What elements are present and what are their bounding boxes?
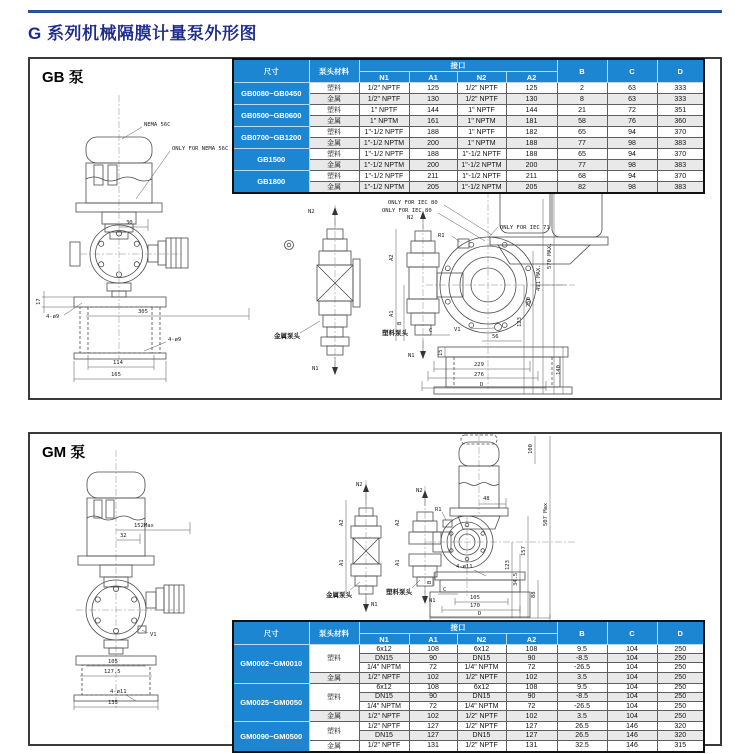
value-cell: 250 — [657, 645, 704, 654]
gm-mid-a1: A1 — [339, 559, 345, 566]
size-cell: GB0500~GB0600 — [233, 105, 309, 127]
gm-dim-d: D — [478, 611, 482, 617]
value-cell: 3.5 — [557, 711, 607, 722]
gb-dim-123: 123 — [517, 317, 523, 327]
col-header-n2: N2 — [457, 72, 506, 83]
value-cell: 63 — [607, 94, 657, 105]
value-cell: 383 — [657, 160, 704, 171]
col-header-material: 泵头材料 — [309, 621, 359, 645]
gm-dim-88: 88 — [531, 591, 537, 598]
value-cell: 65 — [557, 149, 607, 160]
value-cell: 188 — [506, 149, 557, 160]
value-cell: 1/2" NPTF — [457, 740, 506, 752]
gb-dim-d: D — [480, 382, 484, 388]
value-cell: 250 — [657, 663, 704, 672]
value-cell: 250 — [657, 672, 704, 683]
gm-dim-152: 152Max — [134, 523, 154, 529]
col-header-b: B — [557, 621, 607, 645]
value-cell: 94 — [607, 149, 657, 160]
gm-dim-170: 170 — [470, 603, 480, 609]
value-cell: 1"-1/2 NPTM — [359, 160, 409, 171]
value-cell: 188 — [506, 138, 557, 149]
value-cell: 1"-1/2 NPTF — [359, 127, 409, 138]
value-cell: 108 — [409, 683, 457, 692]
value-cell: 21 — [557, 105, 607, 116]
value-cell: 383 — [657, 138, 704, 149]
col-header-d: D — [657, 621, 704, 645]
material-cell: 金属 — [309, 672, 359, 683]
value-cell: 76 — [607, 116, 657, 127]
value-cell: 104 — [607, 711, 657, 722]
value-cell: 1"-1/2 NPTF — [359, 149, 409, 160]
material-cell: 金属 — [309, 160, 359, 171]
table-row — [233, 149, 704, 160]
col-header-port: 接口 — [359, 59, 557, 72]
value-cell: 94 — [607, 171, 657, 182]
gm-spec-table — [232, 620, 705, 753]
value-cell: 6x12 — [359, 683, 409, 692]
gb-label-only-nema: ONLY FOR NEMA 56C — [172, 146, 229, 152]
gm-panel-label: GM 泵 — [42, 444, 86, 461]
value-cell: 360 — [657, 116, 704, 127]
gb-spec-table — [232, 58, 705, 194]
material-cell: 金属 — [309, 94, 359, 105]
value-cell: 102 — [409, 711, 457, 722]
col-header-b: B — [557, 59, 607, 83]
gb-label-only-iec80-1: ONLY FOR IEC 80 — [388, 200, 438, 206]
gb-dim-phi9-left: 4-ø9 — [46, 314, 60, 320]
value-cell: DN15 — [457, 731, 506, 740]
gm-dim-135: 135 — [108, 700, 118, 706]
material-cell: 塑料 — [309, 722, 359, 740]
gm-dim-a2: A2 — [395, 519, 401, 526]
table-row — [233, 171, 704, 182]
value-cell: 333 — [657, 83, 704, 94]
value-cell: -26.5 — [557, 701, 607, 710]
value-cell: 205 — [409, 182, 457, 194]
table-row — [233, 683, 704, 692]
value-cell: 250 — [657, 654, 704, 663]
value-cell: 65 — [557, 127, 607, 138]
gb-dim-phi9-right: 4-ø9 — [168, 337, 182, 343]
col-header-a1: A1 — [409, 634, 457, 645]
gm-dim-phi11-right: 4-ø11 — [456, 564, 473, 570]
value-cell: 58 — [557, 116, 607, 127]
col-header-size: 尺寸 — [233, 59, 309, 83]
gm-label-metal-head: 金属泵头 — [326, 591, 352, 599]
material-cell: 塑料 — [309, 127, 359, 138]
value-cell: 98 — [607, 160, 657, 171]
value-cell: 200 — [409, 160, 457, 171]
value-cell: 9.5 — [557, 645, 607, 654]
value-cell: 108 — [506, 683, 557, 692]
gb-dim-229: 229 — [474, 362, 484, 368]
table-row — [233, 83, 704, 94]
value-cell: 1" NPTM — [457, 138, 506, 149]
material-cell: 塑料 — [309, 105, 359, 116]
value-cell: 1/2" NPTF — [359, 672, 409, 683]
gb-panel-label: GB 泵 — [42, 69, 84, 86]
value-cell: 127 — [409, 722, 457, 731]
value-cell: 1" NPTM — [457, 116, 506, 127]
value-cell: 211 — [506, 171, 557, 182]
value-cell: 1/4" NPTM — [359, 663, 409, 672]
gb-label-r1: R1 — [438, 233, 445, 239]
gm-mid-n2: N2 — [356, 482, 363, 488]
value-cell: 72 — [607, 105, 657, 116]
value-cell: 3.5 — [557, 672, 607, 683]
value-cell: 130 — [409, 94, 457, 105]
value-cell: 1"-1/2 NPTF — [457, 149, 506, 160]
value-cell: 104 — [607, 683, 657, 692]
gb-label-only-iec71: ONLY FOR IEC 71 — [500, 225, 550, 231]
value-cell: 1/4" NPTM — [359, 701, 409, 710]
value-cell: 250 — [657, 711, 704, 722]
value-cell: 72 — [409, 701, 457, 710]
gb-dim-140: 140 — [556, 365, 562, 375]
value-cell: 161 — [409, 116, 457, 127]
col-header-a1: A1 — [409, 72, 457, 83]
value-cell: 211 — [409, 171, 457, 182]
gm-dim-48: 48 — [483, 496, 490, 502]
value-cell: 383 — [657, 182, 704, 194]
gm-mid-n1: N1 — [371, 602, 378, 608]
value-cell: 98 — [607, 182, 657, 194]
col-header-material: 泵头材料 — [309, 59, 359, 83]
top-rule — [28, 10, 722, 13]
material-cell: 金属 — [309, 740, 359, 752]
gb-dim-114: 114 — [113, 360, 123, 366]
gm-dim-105l: 105 — [108, 659, 118, 665]
value-cell: DN15 — [457, 654, 506, 663]
value-cell: DN15 — [359, 731, 409, 740]
value-cell: 1" NPTM — [359, 116, 409, 127]
gm-label-plastic-head: 塑料泵头 — [386, 588, 412, 596]
value-cell: 205 — [506, 182, 557, 194]
value-cell: 250 — [657, 692, 704, 701]
value-cell: 370 — [657, 171, 704, 182]
value-cell: 1"-1/2 NPTM — [359, 138, 409, 149]
value-cell: 26.5 — [557, 731, 607, 740]
gb-dim-b: B — [397, 321, 403, 325]
value-cell: 63 — [607, 83, 657, 94]
material-cell: 塑料 — [309, 83, 359, 94]
col-header-n2: N2 — [457, 634, 506, 645]
value-cell: 320 — [657, 731, 704, 740]
gb-right-n2: N2 — [407, 215, 414, 221]
value-cell: 77 — [557, 160, 607, 171]
gm-dim-157: 157 — [521, 546, 527, 556]
value-cell: 144 — [409, 105, 457, 116]
gb-dim-a2: A2 — [389, 254, 395, 261]
value-cell: 6x12 — [457, 683, 506, 692]
gm-dim-127-5: 127.5 — [104, 669, 121, 675]
value-cell: 108 — [409, 645, 457, 654]
gb-spec-table-host — [232, 58, 705, 194]
value-cell: 32.5 — [557, 740, 607, 752]
value-cell: 1/2" NPTF — [359, 83, 409, 94]
value-cell: 68 — [557, 171, 607, 182]
material-cell: 塑料 — [309, 171, 359, 182]
value-cell: 1/2" NPTF — [457, 711, 506, 722]
material-cell: 金属 — [309, 711, 359, 722]
value-cell: 188 — [409, 127, 457, 138]
value-cell: 127 — [506, 722, 557, 731]
value-cell: 370 — [657, 127, 704, 138]
value-cell: 1/2" NPTF — [359, 722, 409, 731]
gb-label-metal-head: 金属泵头 — [274, 332, 300, 340]
table-row — [233, 105, 704, 116]
gb-dim-305: 305 — [138, 309, 148, 315]
value-cell: 1" NPTF — [359, 105, 409, 116]
value-cell: 72 — [409, 663, 457, 672]
col-header-d: D — [657, 59, 704, 83]
gb-panel — [28, 57, 722, 400]
value-cell: 1" NPTF — [457, 105, 506, 116]
value-cell: 1/4" NPTM — [457, 663, 506, 672]
value-cell: -8.5 — [557, 654, 607, 663]
value-cell: 102 — [409, 672, 457, 683]
size-cell: GM0002~GM0010 — [233, 645, 309, 684]
gm-panel — [28, 432, 722, 750]
size-cell: GB0700~GB1200 — [233, 127, 309, 149]
value-cell: 320 — [657, 722, 704, 731]
gb-dim-56: 56 — [492, 334, 499, 340]
material-cell: 金属 — [309, 116, 359, 127]
value-cell: 1/2" NPTF — [457, 722, 506, 731]
size-cell: GM0090~GM0500 — [233, 722, 309, 752]
gb-label-plastic-head: 塑料泵头 — [382, 329, 408, 337]
gb-dim-a1: A1 — [389, 310, 395, 317]
value-cell: 250 — [657, 701, 704, 710]
gb-dim-15: 15 — [438, 349, 444, 356]
value-cell: 72 — [506, 701, 557, 710]
gb-dim-c: C — [429, 328, 433, 334]
col-header-c: C — [607, 621, 657, 645]
value-cell: 370 — [657, 149, 704, 160]
value-cell: 2 — [557, 83, 607, 94]
value-cell: 1"-1/2 NPTM — [457, 182, 506, 194]
value-cell: 1"-1/2 NPTF — [457, 171, 506, 182]
gm-spec-table-host — [232, 620, 705, 753]
gm-dim-507: 507 Max — [543, 502, 549, 526]
size-cell: GB1800 — [233, 171, 309, 194]
value-cell: 144 — [506, 105, 557, 116]
value-cell: 181 — [506, 116, 557, 127]
gb-dim-276: 276 — [474, 372, 484, 378]
value-cell: 77 — [557, 138, 607, 149]
value-cell: 104 — [607, 672, 657, 683]
gm-dim-a1: A1 — [395, 559, 401, 566]
value-cell: 6x12 — [359, 645, 409, 654]
gm-dim-32: 32 — [120, 533, 127, 539]
gm-right-n1: N1 — [429, 598, 436, 604]
value-cell: 125 — [506, 83, 557, 94]
value-cell: 98 — [607, 138, 657, 149]
value-cell: 130 — [506, 94, 557, 105]
material-cell: 塑料 — [309, 683, 359, 711]
gm-dim-100: 100 — [528, 444, 534, 454]
material-cell: 金属 — [309, 182, 359, 194]
gm-dim-c: C — [443, 587, 447, 593]
col-header-n1: N1 — [359, 634, 409, 645]
gb-right-n1: N1 — [408, 353, 415, 359]
value-cell: 127 — [506, 731, 557, 740]
value-cell: 72 — [506, 663, 557, 672]
value-cell: 1/2" NPTF — [457, 83, 506, 94]
value-cell: 1"-1/2 NPTF — [359, 171, 409, 182]
gm-label-v1: V1 — [150, 632, 157, 638]
col-header-n1: N1 — [359, 72, 409, 83]
value-cell: 1/4" NPTM — [457, 701, 506, 710]
value-cell: 82 — [557, 182, 607, 194]
value-cell: DN15 — [359, 692, 409, 701]
page-title: G 系列机械隔膜计量泵外形图 — [28, 24, 257, 43]
value-cell: 188 — [409, 149, 457, 160]
gb-label-nema: NEMA 56C — [144, 122, 171, 128]
value-cell: 104 — [607, 663, 657, 672]
value-cell: 104 — [607, 701, 657, 710]
table-row — [233, 722, 704, 731]
value-cell: 146 — [607, 740, 657, 752]
gb-dim-17: 17 — [36, 298, 42, 305]
value-cell: 90 — [506, 654, 557, 663]
value-cell: 1/2" NPTF — [359, 711, 409, 722]
value-cell: 8 — [557, 94, 607, 105]
gb-mid-n1: N1 — [312, 366, 319, 372]
value-cell: 125 — [409, 83, 457, 94]
value-cell: 1/2" NPTF — [457, 94, 506, 105]
gb-dim-570: 570 MAX. — [547, 242, 553, 269]
value-cell: 90 — [506, 692, 557, 701]
value-cell: 131 — [506, 740, 557, 752]
value-cell: 102 — [506, 672, 557, 683]
size-cell: GB1500 — [233, 149, 309, 171]
value-cell: -8.5 — [557, 692, 607, 701]
value-cell: 104 — [607, 654, 657, 663]
gb-dim-491: 491 MAX. — [536, 264, 542, 291]
gm-right-n2: N2 — [416, 488, 423, 494]
gm-dim-105b: 105 — [470, 595, 480, 601]
col-header-c: C — [607, 59, 657, 83]
col-header-port: 接口 — [359, 621, 557, 634]
value-cell: 200 — [409, 138, 457, 149]
gb-label-v1: V1 — [454, 327, 461, 333]
value-cell: DN15 — [457, 692, 506, 701]
value-cell: 333 — [657, 94, 704, 105]
value-cell: 351 — [657, 105, 704, 116]
value-cell: 182 — [506, 127, 557, 138]
value-cell: 90 — [409, 692, 457, 701]
material-cell: 塑料 — [309, 149, 359, 160]
gb-dim-250: 250 — [526, 297, 532, 307]
gb-label-only-iec80-2: ONLY FOR IEC 80 — [382, 208, 432, 214]
gm-dim-b: B — [427, 580, 433, 584]
value-cell: 200 — [506, 160, 557, 171]
gm-dim-phi11-left: 4-ø11 — [110, 689, 127, 695]
value-cell: 1"-1/2 NPTM — [457, 160, 506, 171]
value-cell: 1/2" NPTF — [359, 94, 409, 105]
table-row — [233, 645, 704, 654]
value-cell: DN15 — [359, 654, 409, 663]
col-header-size: 尺寸 — [233, 621, 309, 645]
value-cell: 1"-1/2 NPTM — [359, 182, 409, 194]
size-cell: GM0025~GM0050 — [233, 683, 309, 722]
value-cell: 104 — [607, 692, 657, 701]
gm-label-r1: R1 — [435, 507, 442, 513]
value-cell: 1/2" NPTF — [457, 672, 506, 683]
value-cell: 146 — [607, 722, 657, 731]
value-cell: 90 — [409, 654, 457, 663]
gm-dim-123: 123 — [505, 560, 511, 570]
material-cell: 塑料 — [309, 645, 359, 673]
value-cell: 315 — [657, 740, 704, 752]
value-cell: 102 — [506, 711, 557, 722]
size-cell: GB0080~GB0450 — [233, 83, 309, 105]
value-cell: 1" NPTF — [457, 127, 506, 138]
value-cell: 26.5 — [557, 722, 607, 731]
gm-mid-a2: A2 — [339, 519, 345, 526]
value-cell: 1/2" NPTF — [359, 740, 409, 752]
table-row — [233, 127, 704, 138]
gb-dim-30: 30 — [126, 220, 133, 226]
value-cell: 108 — [506, 645, 557, 654]
value-cell: 94 — [607, 127, 657, 138]
material-cell: 金属 — [309, 138, 359, 149]
col-header-a2: A2 — [506, 72, 557, 83]
value-cell: 9.5 — [557, 683, 607, 692]
col-header-a2: A2 — [506, 634, 557, 645]
value-cell: 131 — [409, 740, 457, 752]
value-cell: 250 — [657, 683, 704, 692]
gm-dim-34-5: 34.5 — [513, 572, 519, 586]
value-cell: 6x12 — [457, 645, 506, 654]
value-cell: -26.5 — [557, 663, 607, 672]
gb-mid-n2: N2 — [308, 209, 315, 215]
value-cell: 127 — [409, 731, 457, 740]
value-cell: 146 — [607, 731, 657, 740]
gb-dim-165: 165 — [111, 372, 121, 378]
value-cell: 104 — [607, 645, 657, 654]
